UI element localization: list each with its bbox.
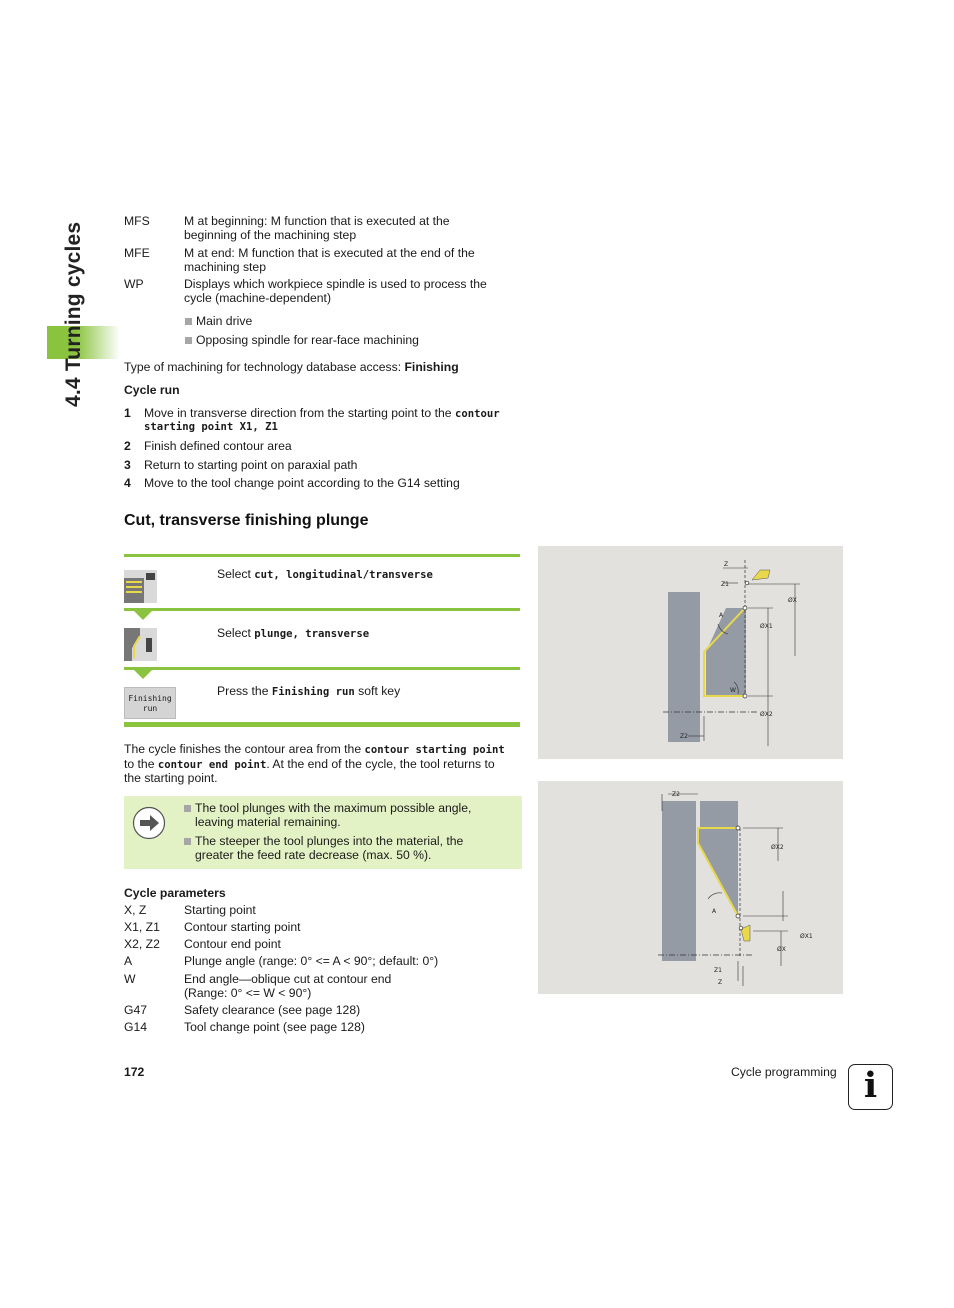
diagram1-label: Z2 [680, 733, 688, 740]
diagram2-label: ØX2 [771, 844, 784, 851]
param-value: Starting point [184, 903, 256, 917]
diagram2-label: ØX [777, 946, 786, 953]
softkey-step-3: Press the Finishing run soft key [217, 684, 401, 698]
cycle-run-heading: Cycle run [124, 383, 180, 397]
plunge-mode-icon[interactable] [124, 628, 157, 661]
wp-option-main: Main drive [185, 314, 252, 328]
param-key: X, Z [124, 903, 147, 917]
param-mfe-key: MFE [124, 246, 150, 260]
param-value: End angle—oblique cut at contour end [184, 972, 392, 986]
note-item-1-cont: leaving material remaining. [195, 815, 341, 829]
table-row-rule [124, 667, 520, 670]
diagram1-label: W [730, 687, 736, 694]
diagram1-label: Z1 [721, 581, 729, 588]
param-key: W [124, 972, 136, 986]
step-number: 4 [124, 476, 131, 490]
param-wp-key: WP [124, 277, 144, 291]
param-wp-line2: cycle (machine-dependent) [184, 291, 332, 305]
param-key: A [124, 954, 133, 968]
param-mfs-line1: M at beginning: M function that is executed at the [184, 214, 450, 228]
cut-mode-icon[interactable] [124, 570, 157, 603]
param-mfs-line2: beginning of the machining step [184, 228, 357, 242]
diagram1-label: Z [724, 561, 729, 568]
param-wp-line1: Displays which workpiece spindle is used to process the [184, 277, 487, 291]
softkey-step-1: Select cut, longitudinal/transverse [217, 567, 433, 581]
param-value: Safety clearance (see page 128) [184, 1003, 361, 1017]
diagram2-label: Z [718, 979, 723, 986]
diagram1-label: A [719, 612, 724, 619]
machining-type: Type of machining for technology database access: Finishing [124, 360, 459, 374]
arrow-down-icon [134, 670, 152, 679]
param-mfs-key: MFS [124, 214, 150, 228]
param-value: Plunge angle (range: 0° <= A < 90°; default: 0°) [184, 954, 439, 968]
description-line1: The cycle finishes the contour area from the contour starting point [124, 742, 505, 756]
step-number: 1 [124, 406, 131, 420]
description-line2: to the contour end point. At the end of the cycle, the tool returns to [124, 757, 495, 771]
bullet-square-icon [185, 337, 192, 344]
param-value-cont: (Range: 0° <= W < 90°) [184, 986, 312, 1000]
wp-option-opposing: Opposing spindle for rear-face machining [185, 333, 419, 347]
cycle-parameters-heading: Cycle parameters [124, 886, 226, 900]
bullet-square-icon [184, 805, 191, 812]
arrow-right-icon [132, 806, 166, 840]
info-icon [848, 1064, 893, 1110]
bullet-square-icon [184, 838, 191, 845]
param-value: Contour starting point [184, 920, 301, 934]
description-line3: the starting point. [124, 771, 218, 785]
diagram1-label: ØX1 [760, 623, 773, 630]
arrow-down-icon [134, 611, 152, 620]
step-text: Move to the tool change point according to the G14 setting [144, 476, 460, 490]
param-mfe-line2: machining step [184, 260, 266, 274]
param-value: Tool change point (see page 128) [184, 1020, 365, 1034]
diagram1-label: ØX2 [760, 711, 773, 718]
diagram2-label: A [712, 908, 717, 915]
note-item-2-cont: greater the feed rate decrease (max. 50 %). [195, 848, 432, 862]
param-key: G14 [124, 1020, 148, 1034]
info-glyph: i [863, 1065, 878, 1106]
diagram-plunge-2 [538, 781, 843, 994]
param-key: X2, Z2 [124, 937, 160, 951]
finishing-run-softkey[interactable] [124, 687, 176, 719]
step-code: starting point X1, Z1 [144, 421, 278, 433]
diagram2-label: Z2 [672, 791, 680, 798]
side-tab-title: 4.4 Turning cycles [62, 221, 85, 407]
softkey-step-2: Select plunge, transverse [217, 626, 370, 640]
chapter-title: Cycle programming [731, 1065, 837, 1079]
note-item-2: The steeper the tool plunges into the material, the [184, 834, 463, 848]
step-text: Move in transverse direction from the starting point to the contour [144, 406, 500, 420]
step-text: Finish defined contour area [144, 439, 292, 453]
note-item-1: The tool plunges with the maximum possible angle, [184, 801, 471, 815]
param-key: X1, Z1 [124, 920, 160, 934]
softkey-label-line2: run [142, 704, 158, 713]
page-number: 172 [124, 1065, 145, 1079]
section-title: Cut, transverse finishing plunge [124, 512, 369, 529]
diagram-plunge-1 [538, 546, 843, 759]
table-row-rule [124, 608, 520, 611]
diagram1-label: ØX [788, 597, 797, 604]
table-bottom-rule [124, 722, 520, 727]
diagram2-label: ØX1 [800, 933, 813, 940]
softkey-label-line1: Finishing [128, 694, 172, 703]
step-text: Return to starting point on paraxial path [144, 458, 358, 472]
param-mfe-line1: M at end: M function that is executed at the end of the [184, 246, 475, 260]
param-key: G47 [124, 1003, 148, 1017]
diagram2-label: Z1 [714, 967, 722, 974]
bullet-square-icon [185, 318, 192, 325]
step-number: 2 [124, 439, 131, 453]
step-number: 3 [124, 458, 131, 472]
param-value: Contour end point [184, 937, 281, 951]
table-top-rule [124, 554, 520, 557]
